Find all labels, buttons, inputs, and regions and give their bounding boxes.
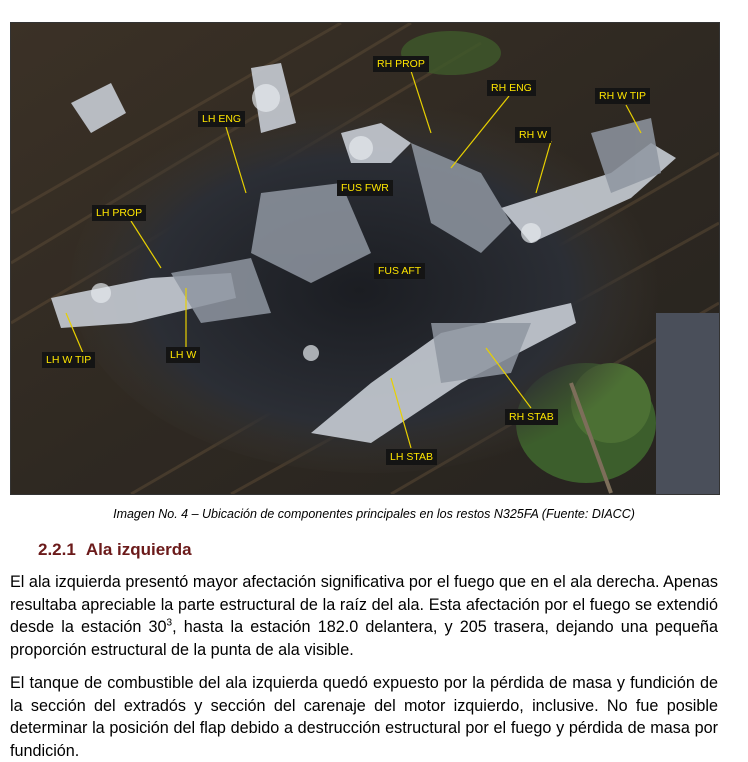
paragraph-1-text-cont: , hasta la estación 182.0 delantera, y 205 trasera, dejando una pequeña proporción estructural de la punta de ala visible. [10,618,718,659]
label-rh-stab: RH STAB [505,409,558,425]
label-lh-prop: LH PROP [92,205,146,221]
label-rh-w-tip: RH W TIP [595,88,650,104]
section-title: Ala izquierda [85,540,192,559]
label-rh-prop: RH PROP [373,56,429,72]
paragraph-2: El tanque de combustible del ala izquierda quedó expuesto por la pérdida de masa y fundición de la sección del extradós y sección del carenaje del motor izquierdo, inclusive. No fue posible determinar la posición del flap debido a destrucción estructural por el fuego y pérdida de masa por fundición. [10,674,718,760]
label-lh-eng: LH ENG [198,111,245,127]
paragraph-1 [10,571,718,661]
label-fus-fwr: FUS FWR [337,180,393,196]
footnote-ref[interactable]: 3 [166,617,173,629]
label-fus-aft: FUS AFT [374,263,425,279]
section-number: 2.2.1 [38,540,76,559]
label-lh-w-tip: LH W TIP [42,352,95,368]
label-lh-stab: LH STAB [386,449,437,465]
wreckage-photo [10,22,720,495]
figure-caption: Imagen No. 4 – Ubicación de componentes principales en los restos N325FA (Fuente: DIACC) [113,507,635,521]
label-rh-w: RH W [515,127,551,143]
label-lh-w: LH W [166,347,200,363]
section-heading [38,540,192,560]
label-rh-eng: RH ENG [487,80,536,96]
paragraph-1-text: El ala izquierda presentó mayor afectación significativa por el fuego que en el ala derecha. Apenas resultaba apreciable la parte estructural de la raíz del ala. Esta afectación por el fuego se extendió desde la estación 30 [10,573,718,636]
